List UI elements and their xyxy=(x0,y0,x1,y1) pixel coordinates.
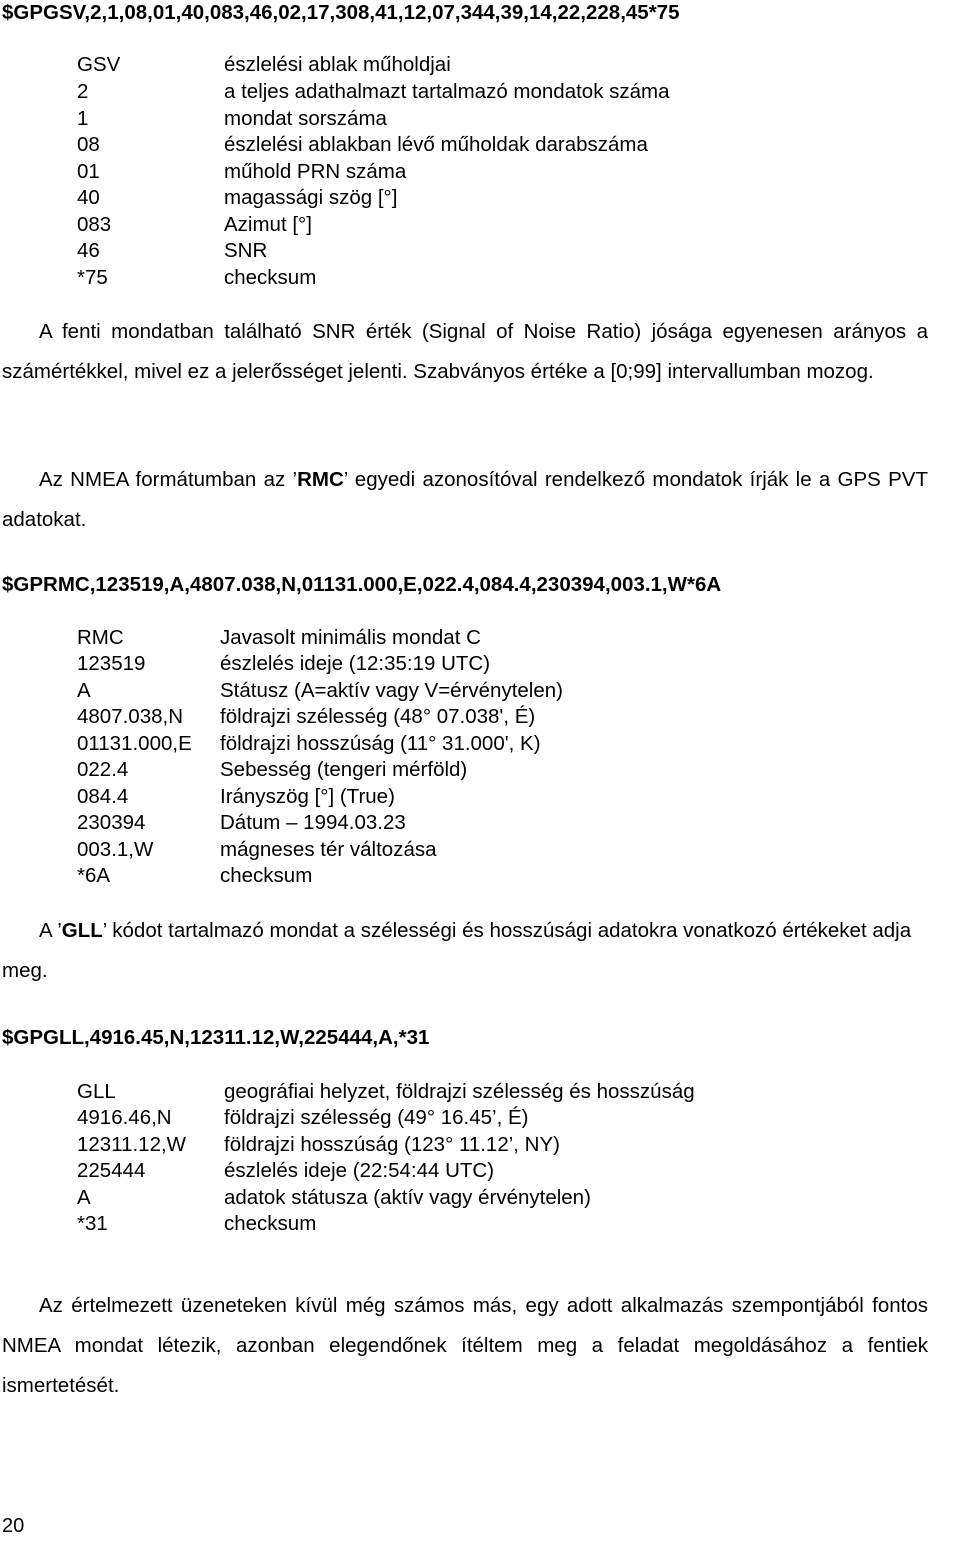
rmc-field-desc: földrajzi hosszúság (11° 31.000', K) xyxy=(220,732,541,755)
gsv-field-key: 01 xyxy=(77,160,100,183)
gll-field-key: 225444 xyxy=(77,1159,146,1182)
rmc-field-desc: Irányszög [°] (True) xyxy=(220,785,395,808)
gsv-field-desc: SNR xyxy=(224,239,268,262)
gll-intro-paragraph xyxy=(2,911,928,991)
gsv-field-desc: mondat sorszáma xyxy=(224,107,387,130)
gsv-field-key: 083 xyxy=(77,213,112,236)
rmc-intro-paragraph xyxy=(2,460,928,540)
gsv-field-key: 08 xyxy=(77,133,100,156)
gll-field-desc: földrajzi hosszúság (123° 11.12’, NY) xyxy=(224,1133,560,1156)
closing-paragraph: Az értelmezett üzeneteken kívül még számos más, egy adott alkalmazás szempontjából fontos NMEA mondat létezik, azonban elegendőnek ítéltem meg a feladat megoldásához a fentiek ismertetését. xyxy=(2,1294,928,1397)
gll-field-key: 4916.46,N xyxy=(77,1106,172,1129)
gsv-field-desc: észlelési ablakban lévő műholdak darabszáma xyxy=(224,133,648,156)
rmc-field-key: 123519 xyxy=(77,652,146,675)
rmc-field-key: 003.1,W xyxy=(77,838,154,861)
rmc-field-desc: észlelés ideje (12:35:19 UTC) xyxy=(220,652,491,675)
rmc-field-desc: mágneses tér változása xyxy=(220,838,437,861)
rmc-sentence: $GPRMC,123519,A,4807.038,N,01131.000,E,022.4,084.4,230394,003.1,W*6A xyxy=(2,573,722,596)
rmc-intro-text-before: Az NMEA formátumban az ’ xyxy=(39,468,298,491)
rmc-field-key: 4807.038,N xyxy=(77,705,184,728)
rmc-field-key: RMC xyxy=(77,626,124,649)
gsv-field-desc: műhold PRN száma xyxy=(224,160,407,183)
gll-field-key: GLL xyxy=(77,1080,116,1103)
gsv-field-desc: észlelési ablak műholdjai xyxy=(224,53,451,76)
gll-field-key: *31 xyxy=(77,1212,108,1235)
rmc-field-key: A xyxy=(77,679,91,702)
gsv-field-desc: Azimut [°] xyxy=(224,213,312,236)
rmc-field-key: 022.4 xyxy=(77,758,129,781)
gsv-field-key: 2 xyxy=(77,80,89,103)
gsv-field-desc: a teljes adathalmazt tartalmazó mondatok száma xyxy=(224,80,670,103)
gsv-sentence: $GPGSV,2,1,08,01,40,083,46,02,17,308,41,12,07,344,39,14,22,228,45*75 xyxy=(2,1,680,24)
rmc-field-key: 084.4 xyxy=(77,785,129,808)
gll-field-key: A xyxy=(77,1186,91,1209)
rmc-intro-code: RMC xyxy=(297,468,344,491)
gll-field-key: 12311.12,W xyxy=(77,1133,187,1156)
rmc-field-desc: Javasolt minimális mondat C xyxy=(220,626,481,649)
gsv-field-key: *75 xyxy=(77,266,108,289)
rmc-intro-text-after: ’ egyedi azonosítóval rendelkező mondatok írják le a GPS PVT adatokat. xyxy=(2,468,928,531)
gsv-field-key: 1 xyxy=(77,107,89,130)
gsv-field-desc: checksum xyxy=(224,266,317,289)
gll-sentence: $GPGLL,4916.45,N,12311.12,W,225444,A,*31 xyxy=(2,1026,430,1049)
gll-field-desc: geográfiai helyzet, földrajzi szélesség és hosszúság xyxy=(224,1080,695,1103)
rmc-field-desc: földrajzi szélesség (48° 07.038', É) xyxy=(220,705,536,728)
gsv-field-desc: magassági szög [°] xyxy=(224,186,398,209)
gll-field-desc: adatok státusza (aktív vagy érvénytelen) xyxy=(224,1186,591,1209)
gll-intro-text-before: A ’ xyxy=(39,919,62,942)
rmc-field-desc: Dátum – 1994.03.23 xyxy=(220,811,406,834)
gll-field-desc: checksum xyxy=(224,1212,317,1235)
gll-intro-text-after: ’ kódot tartalmazó mondat a szélességi és hosszúsági adatokra vonatkozó értékeket adja meg. xyxy=(2,919,912,982)
gll-field-desc: észlelés ideje (22:54:44 UTC) xyxy=(224,1159,495,1182)
gll-intro-code: GLL xyxy=(61,919,103,942)
gsv-field-key: GSV xyxy=(77,53,121,76)
gll-field-desc: földrajzi szélesség (49° 16.45’, É) xyxy=(224,1106,529,1129)
page-number: 20 xyxy=(2,1515,25,1537)
rmc-field-key: 230394 xyxy=(77,811,146,834)
gsv-paragraph: A fenti mondatban található SNR érték (Signal of Noise Ratio) jósága egyenesen arányos a számértékkel, mivel ez a jelerősséget jelenti. Szabványos értéke a [0;99] intervallumban mozog. xyxy=(2,320,928,383)
rmc-field-desc: Sebesség (tengeri mérföld) xyxy=(220,758,468,781)
gsv-field-key: 46 xyxy=(77,239,100,262)
gsv-field-key: 40 xyxy=(77,186,100,209)
rmc-field-key: *6A xyxy=(77,864,111,887)
rmc-field-desc: Státusz (A=aktív vagy V=érvénytelen) xyxy=(220,679,563,702)
rmc-field-desc: checksum xyxy=(220,864,313,887)
rmc-field-key: 01131.000,E xyxy=(77,732,192,755)
